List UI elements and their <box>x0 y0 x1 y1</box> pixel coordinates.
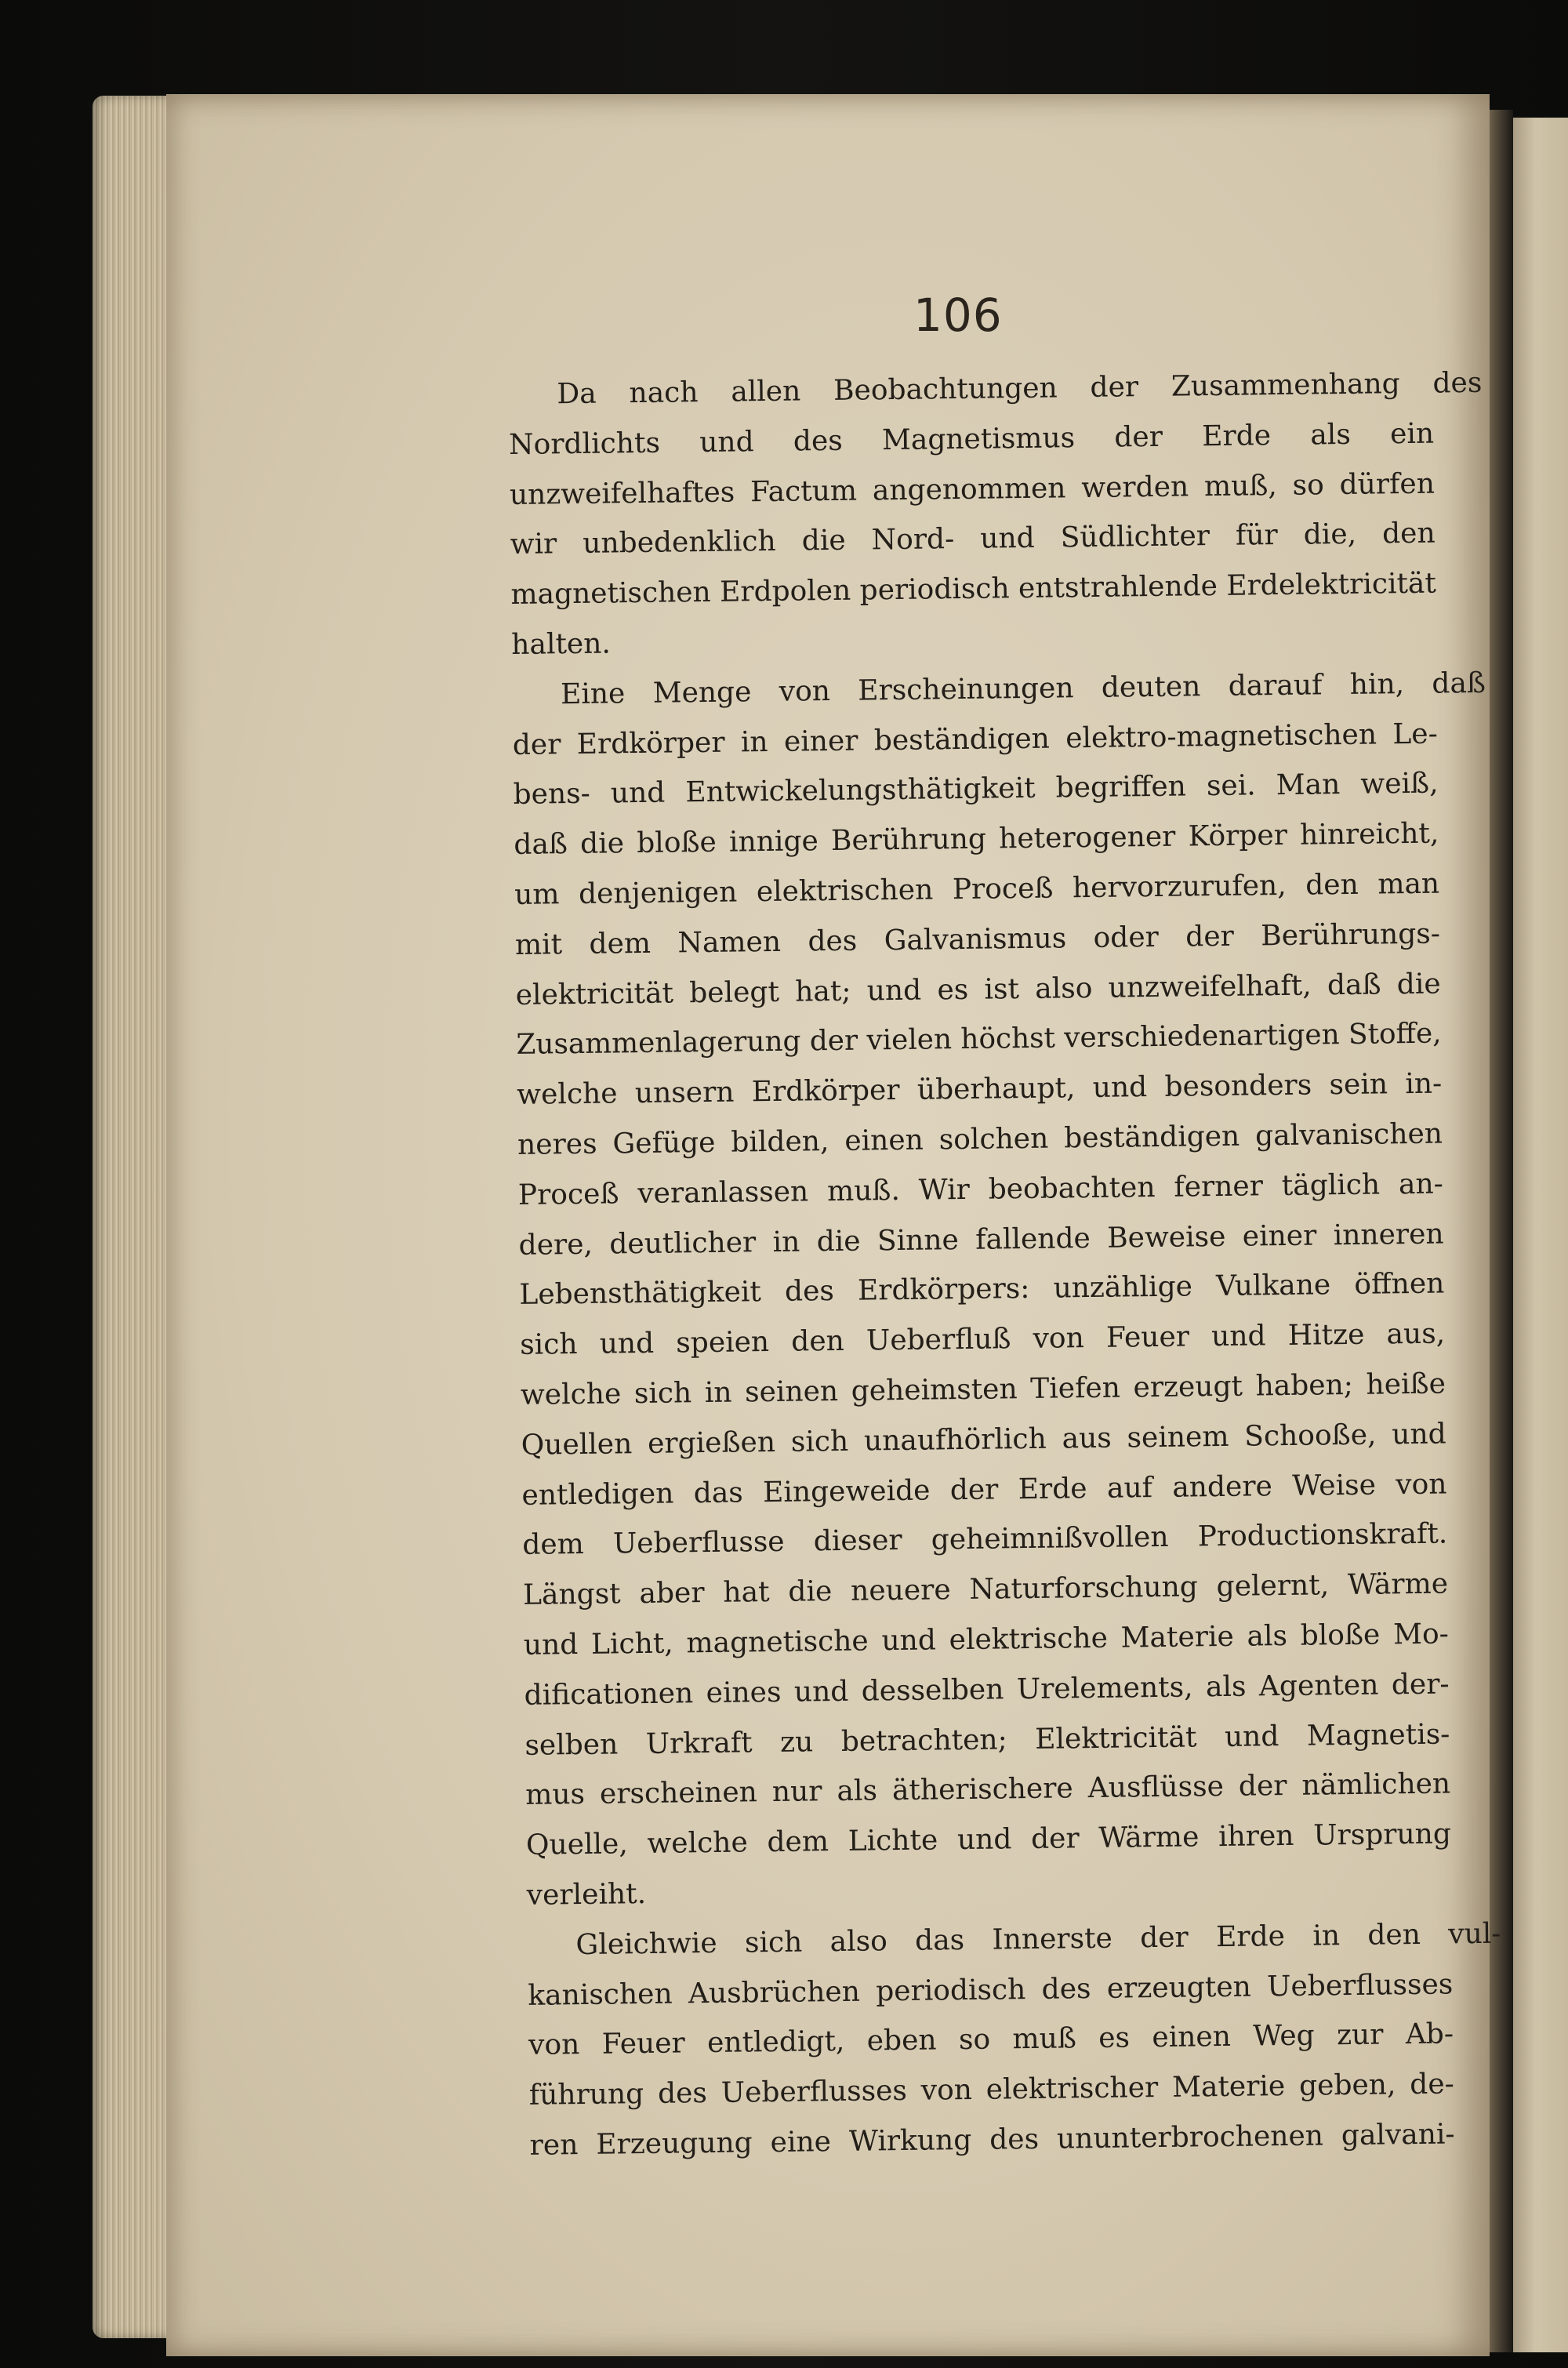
text-line: der Erdkörper in einer beständigen elektro-magnetischen Le- <box>512 717 1439 761</box>
text-line: und Licht, magnetische und elektrische Materie als bloße Mo- <box>523 1618 1450 1662</box>
body-text <box>508 359 1501 2171</box>
text-line: neres Gefüge bilden, einen solchen beständigen galvanischen <box>517 1117 1443 1161</box>
text-line: mit dem Namen des Galvanismus oder der Berührungs- <box>514 917 1441 961</box>
text-line: magnetischen Erdpolen periodisch entstrahlende Erdelektricität <box>510 567 1437 612</box>
text-line: kanischen Ausbrüchen periodisch des erzeugten Ueberflusses <box>528 1967 1454 2012</box>
text-line: welche unsern Erdkörper überhaupt, und besonders sein in- <box>517 1067 1443 1112</box>
book-gutter <box>1490 110 1513 2352</box>
text-line: wir unbedenklich die Nord- und Südlichter für die, den <box>510 517 1436 561</box>
text-line: führung des Ueberflusses von elektrischer Materie geben, de- <box>528 2068 1455 2112</box>
text-line: welche sich in seinen geheimsten Tiefen erzeugt haben; heiße <box>520 1367 1446 1411</box>
text-line: selben Urkraft zu betrachten; Elektricität und Magnetis- <box>524 1717 1450 1762</box>
text-line: halten. <box>511 627 612 661</box>
text-line: mus erscheinen nur als ätherischere Ausflüsse der nämlichen <box>524 1767 1451 1812</box>
text-line: Längst aber hat die neuere Naturforschung gelernt, Wärme <box>522 1567 1449 1612</box>
text-line: daß die bloße innige Berührung heterogener Körper hinreicht, <box>514 817 1439 862</box>
text-line: sich und speien den Ueberfluß von Feuer und Hitze aus, <box>519 1317 1446 1362</box>
text-line: Gleichwie sich also das Innerste der Erde in den vul- <box>575 1917 1501 1961</box>
text-line: um denjenigen elektrischen Proceß hervorzurufen, den man <box>514 867 1440 911</box>
text-line: dem Ueberflusse dieser geheimnißvollen Productionskraft. <box>522 1517 1448 1562</box>
text-line: von Feuer entledigt, eben so muß es einen Weg zur Ab- <box>528 2018 1454 2062</box>
text-line: dificationen eines und desselben Urelements, als Agenten der- <box>524 1668 1450 1712</box>
text-line: Nordlichts und des Magnetismus der Erde als ein <box>508 417 1435 461</box>
text-line: bens- und Entwickelungsthätigkeit begriffen sei. Man weiß, <box>513 767 1439 812</box>
text-line: Da nach allen Beobachtungen der Zusammenhang des <box>557 366 1483 411</box>
text-line: Lebensthätigkeit des Erdkörpers: unzählige Vulkane öffnen <box>519 1267 1445 1312</box>
text-line: Eine Menge von Erscheinungen deuten darauf hin, daß <box>560 666 1486 710</box>
text-line: verleiht. <box>526 1877 647 1912</box>
text-line: Zusammenlagerung der vielen höchst verschiedenartigen Stoffe, <box>516 1017 1442 1062</box>
facing-page-edge <box>1513 118 1568 2352</box>
text-line: Proceß veranlassen muß. Wir beobachten ferner täglich an- <box>517 1168 1444 1211</box>
text-line: elektricität belegt hat; und es ist also unzweifelhaft, daß die <box>515 968 1441 1011</box>
text-line: Quellen ergießen sich unaufhörlich aus seinem Schooße, und <box>521 1418 1446 1462</box>
text-line: unzweifelhaftes Factum angenommen werden muß, so dürfen <box>509 467 1436 511</box>
text-line: ren Erzeugung eine Wirkung des ununterbrochenen galvani- <box>529 2118 1455 2162</box>
page-number: 106 <box>913 289 1003 342</box>
text-line: dere, deutlicher in die Sinne fallende Beweise einer inneren <box>518 1218 1444 1262</box>
text-line: entledigen das Eingeweide der Erde auf andere Weise von <box>521 1468 1447 1512</box>
text-line: Quelle, welche dem Lichte und der Wärme ihren Ursprung <box>525 1818 1452 1861</box>
